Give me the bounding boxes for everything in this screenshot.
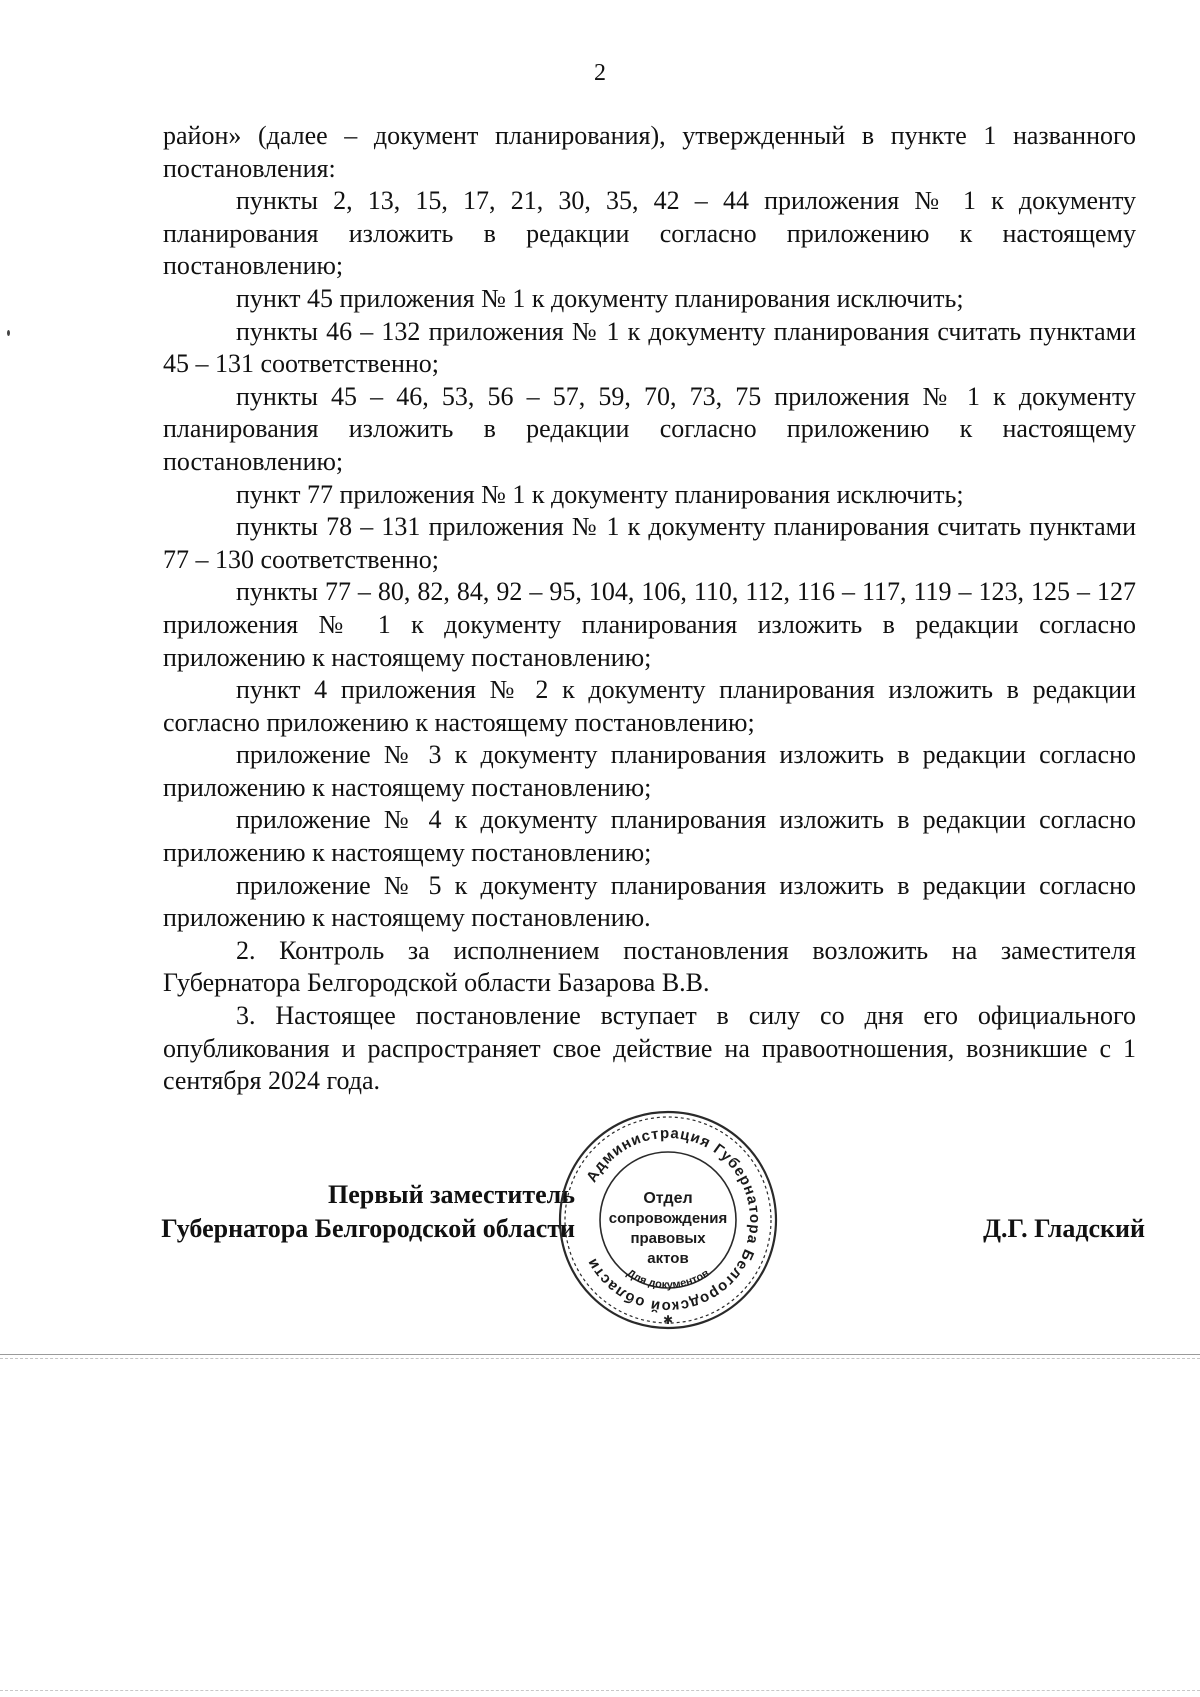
seal-star-icon: ✱ bbox=[662, 1313, 674, 1327]
page-divider-shadow bbox=[0, 1358, 1200, 1359]
paragraph: пункт 77 приложения № 1 к документу планирования исключить; bbox=[236, 479, 964, 509]
page-divider bbox=[0, 1354, 1200, 1355]
seal-line-3: правовых bbox=[630, 1230, 706, 1247]
scan-speck bbox=[7, 330, 10, 336]
paragraph: пункт 4 приложения № 2 к документу планирования изложить в редакции согласно приложению к настоящему постановлению; bbox=[163, 675, 1136, 737]
paragraph: приложение № 5 к документу планирования изложить в редакции согласно приложению к настоящему постановлению. bbox=[163, 870, 1136, 933]
signer-title-line-1: Первый заместитель bbox=[328, 1180, 575, 1209]
paragraph: пункты 77 – 80, 82, 84, 92 – 95, 104, 106, 110, 112, 116 – 117, 119 – 123, 125 – 127 приложения № 1 к документу планирования изложить в редакции согласно приложению к настоящему постановлению; bbox=[163, 577, 1136, 672]
paragraph: 3. Настоящее постановление вступает в силу со дня его официального опубликования и распространяет свое действие на правоотношения, возникшие с 1 сентября 2024 года. bbox=[163, 1001, 1136, 1096]
signer-name: Д.Г. Гладский bbox=[983, 1214, 1145, 1243]
seal-line-4: актов bbox=[647, 1250, 689, 1267]
official-seal bbox=[553, 1105, 783, 1335]
document-body bbox=[163, 120, 1136, 1098]
seal-line-2: сопровождения bbox=[608, 1210, 728, 1227]
seal-ring-text: Администрация Губернатора Белгородской области bbox=[583, 1124, 764, 1316]
paragraph: пункты 46 – 132 приложения № 1 к документу планирования считать пунктами 45 – 131 соответственно; bbox=[163, 316, 1136, 379]
paragraph: пункты 78 – 131 приложения № 1 к документу планирования считать пунктами 77 – 130 соответственно; bbox=[163, 512, 1136, 574]
seal-bottom-text: Для документов bbox=[624, 1267, 712, 1292]
signer-title bbox=[155, 1178, 575, 1246]
paragraph: пункт 45 приложения № 1 к документу планирования исключить; bbox=[236, 283, 964, 313]
page-number: 2 bbox=[594, 60, 606, 86]
paragraph: приложение № 3 к документу планирования изложить в редакции согласно приложению к настоящему постановлению; bbox=[163, 740, 1136, 802]
paragraph: пункты 2, 13, 15, 17, 21, 30, 35, 42 – 44 приложения № 1 к документу планирования изложить в редакции согласно приложению к настоящему постановлению; bbox=[163, 186, 1136, 281]
paragraph: район» (далее – документ планирования), утвержденный в пункте 1 названного постановления: bbox=[163, 121, 1136, 183]
paragraph: приложение № 4 к документу планирования изложить в редакции согласно приложению к настоящему постановлению; bbox=[163, 805, 1136, 868]
signer-title-line-2: Губернатора Белгородской области bbox=[161, 1214, 575, 1243]
page-bottom-edge bbox=[0, 1690, 1200, 1691]
paragraph: 2. Контроль за исполнением постановления возложить на заместителя Губернатора Белгородской области Базарова В.В. bbox=[163, 935, 1136, 998]
seal-line-1: Отдел bbox=[643, 1190, 693, 1207]
paragraph: пункты 45 – 46, 53, 56 – 57, 59, 70, 73, 75 приложения № 1 к документу планирования изложить в редакции согласно приложению к настоящему постановлению; bbox=[163, 381, 1136, 476]
